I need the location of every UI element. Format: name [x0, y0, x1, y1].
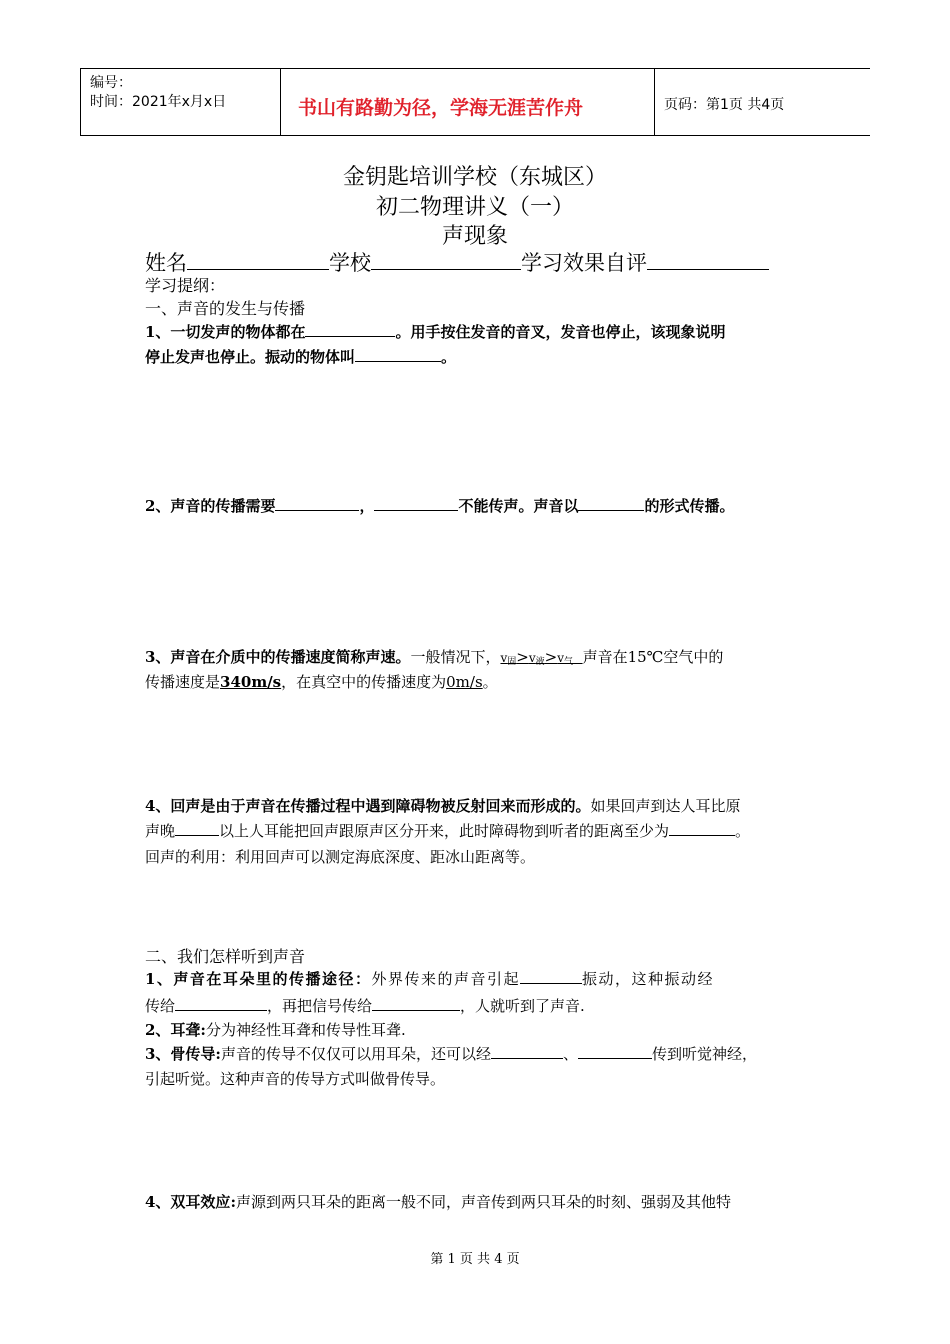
speed-in-air: 340m/s	[220, 673, 282, 691]
q4-line3: 回声的利用：利用回声可以测定海底深度、距冰山距离等。	[145, 848, 536, 866]
name-label: 姓名	[145, 251, 187, 275]
q4-blank-time[interactable]	[175, 821, 219, 836]
self-eval-label: 学习效果自评	[521, 251, 647, 275]
outline-label: 学习提纲：	[145, 276, 226, 295]
q4-line2: 声晚 以上人耳能把回声跟原声区分开来，此时障碍物到听者的距离至少为 。	[145, 822, 751, 840]
document-number: 编号：	[90, 75, 132, 91]
school-title: 金钥匙培训学校（东城区）	[342, 165, 607, 190]
name-blank[interactable]	[187, 255, 329, 270]
page-footer: 第 1 页 共 4 页	[430, 1252, 520, 1267]
s2-p4-line: 4、双耳效应:声源到两只耳朵的距离一般不同，声音传到两只耳朵的时刻、强弱及其他特	[145, 1193, 731, 1211]
section1-heading: 一、声音的发生与传播	[145, 299, 306, 318]
q1-blank-source[interactable]	[355, 347, 441, 362]
q1-line2: 停止发声也停止。振动的物体叫 。	[145, 348, 457, 366]
speed-comparison: $v_固>v_液>v_气$	[500, 648, 574, 667]
q3-line1: 3、声音在介质中的传播速度简称声速。一般情况下，$v_固>v_液>v_气$ 声音在15℃空气中的	[145, 648, 724, 667]
q2-blank-vacuum[interactable]	[374, 496, 458, 511]
school-blank[interactable]	[371, 255, 521, 270]
q4-line1: 4、回声是由于声音在传播过程中遇到障碍物被反射回来而形成的。如果回声到达人耳比原	[145, 797, 741, 815]
s2-p1-line1: 1、声音在耳朵里的传播途径：外界传来的声音引起 振动，这种振动经	[145, 970, 714, 988]
s2-p3-line1: 3、骨传导:声音的传导不仅仅可以用耳朵，还可以经 、 传到听觉神经，	[145, 1045, 758, 1063]
s2-p3-line2: 引起听觉。这种声音的传导方式叫做骨传导。	[145, 1070, 446, 1088]
motto: 书山有路勤为径，学海无涯苦作舟	[298, 97, 584, 119]
s2-p2-line: 2、耳聋:分为神经性耳聋和传导性耳聋.	[145, 1021, 406, 1039]
s2-blank-ossicles[interactable]	[175, 996, 267, 1011]
topic-title: 声现象	[441, 224, 508, 249]
s2-blank-brain[interactable]	[372, 996, 460, 1011]
page-info: 页码：第1页 共4页	[664, 97, 785, 113]
s2-blank-jaw[interactable]	[578, 1044, 652, 1059]
document-date: 时间：2021年x月x日	[90, 94, 227, 110]
s2-p1-line2: 传给 ，再把信号传给 ，人就听到了声音.	[145, 997, 585, 1015]
section2-heading: 二、我们怎样听到声音	[145, 947, 306, 966]
q1-blank-vibration[interactable]	[305, 322, 395, 337]
q2-blank-wave[interactable]	[578, 496, 644, 511]
speed-in-vacuum: 0m/s	[446, 673, 483, 691]
student-info-line	[145, 247, 769, 277]
s2-blank-skull[interactable]	[491, 1044, 563, 1059]
q4-blank-distance[interactable]	[669, 821, 735, 836]
q2-blank-medium[interactable]	[275, 496, 359, 511]
school-label: 学校	[329, 251, 371, 275]
q3-line2: 传播速度是340m/s，在真空中的传播速度为0m/s。	[145, 673, 498, 691]
s2-blank-eardrum[interactable]	[520, 969, 582, 984]
self-eval-blank[interactable]	[647, 255, 769, 270]
q2-line: 2、声音的传播需要 ， 不能传声。声音以 的形式传播。	[145, 497, 735, 515]
course-title: 初二物理讲义（一）	[375, 195, 574, 220]
q1-line1: 1、一切发声的物体都在 。用手按住发音的音叉，发音也停止，该现象说明	[145, 323, 726, 341]
